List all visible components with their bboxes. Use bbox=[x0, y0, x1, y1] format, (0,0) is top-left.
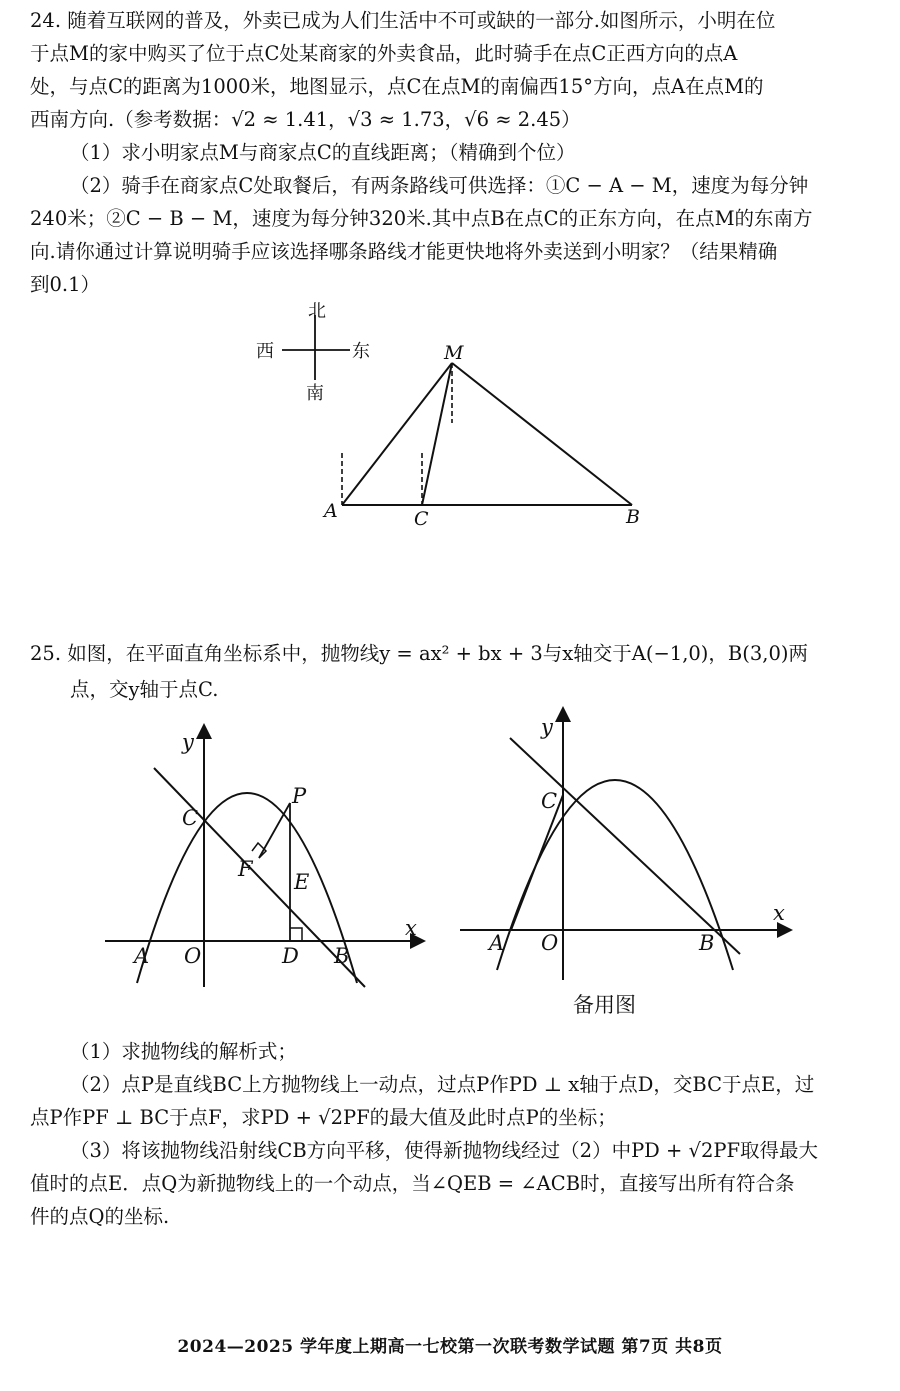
label-A: A bbox=[134, 944, 150, 968]
segment-MC bbox=[422, 363, 452, 505]
q24-line: 向.请你通过计算说明骑手应该选择哪条路线才能更快地将外卖送到小明家？（结果精确 bbox=[30, 240, 778, 263]
q25-line: 值时的点E．点Q为新抛物线上的一个动点，当∠QEB = ∠ACB时，直接写出所有符合条 bbox=[30, 1172, 795, 1195]
label-E: E bbox=[294, 870, 310, 894]
q25-line: 点P作PF ⊥ BC于点F，求PD + √2PF的最大值及此时点P的坐标； bbox=[30, 1106, 617, 1129]
label-B: B bbox=[334, 944, 350, 968]
label-y: y bbox=[541, 715, 553, 739]
q24-figure bbox=[240, 295, 660, 535]
label-F: F bbox=[238, 857, 253, 881]
label-C: C bbox=[414, 508, 429, 530]
q25-subquestion-2: （2）点P是直线BC上方抛物线上一动点，过点P作PD ⊥ x轴于点D，交BC于点E，过 bbox=[70, 1073, 815, 1096]
right-angle-D bbox=[290, 928, 302, 941]
q24-line: 西南方向.（参考数据：√2 ≈ 1.41，√3 ≈ 1.73，√6 ≈ 2.45） bbox=[30, 108, 581, 131]
question-25-text bbox=[30, 636, 880, 708]
label-P: P bbox=[292, 784, 307, 808]
segment-MA bbox=[342, 363, 452, 505]
q25-line: 25. 如图，在平面直角坐标系中，抛物线y = ax² + bx + 3与x轴交于A(−1,0)，B(3,0)两 bbox=[30, 642, 808, 665]
segment-MB bbox=[452, 363, 632, 505]
q24-subquestion-2: （2）骑手在商家点C处取餐后，有两条路线可供选择：①C − A − M，速度为每分钟 bbox=[70, 174, 809, 197]
q25-subquestions bbox=[30, 1035, 880, 1233]
label-B: B bbox=[699, 931, 715, 955]
label-x: x bbox=[773, 901, 785, 925]
compass-north: 北 bbox=[308, 301, 326, 322]
q25-figure-main bbox=[100, 725, 430, 995]
parabola bbox=[137, 793, 357, 983]
q24-subquestion-1: （1）求小明家点M与商家点C的直线距离；（精确到个位） bbox=[70, 141, 576, 164]
caption-spare-figure: 备用图 bbox=[573, 993, 636, 1017]
label-O: O bbox=[541, 931, 559, 955]
label-D: D bbox=[282, 944, 299, 968]
q24-line: 处，与点C的距离为1000米，地图显示，点C在点M的南偏西15°方向，点A在点M的 bbox=[30, 75, 764, 98]
q24-line: 于点M的家中购买了位于点C处某商家的外卖食品，此时骑手在点C正西方向的点A bbox=[30, 42, 738, 65]
label-x: x bbox=[405, 916, 417, 940]
label-C: C bbox=[182, 806, 199, 830]
label-C: C bbox=[541, 789, 558, 813]
q25-subquestion-1: （1）求抛物线的解析式； bbox=[70, 1040, 297, 1063]
q25-line: 点，交y轴于点C. bbox=[70, 678, 219, 701]
compass-icon bbox=[282, 315, 350, 380]
q25-line: 件的点Q的坐标. bbox=[30, 1205, 170, 1228]
label-y: y bbox=[182, 730, 194, 754]
q25-subquestion-3: （3）将该抛物线沿射线CB方向平移，使得新抛物线经过（2）中PD + √2PF取得最大 bbox=[70, 1139, 819, 1162]
label-M: M bbox=[444, 342, 464, 364]
compass-west: 西 bbox=[256, 341, 274, 362]
page-footer: 2024—2025 学年度上期高一七校第一次联考数学试题 第7页 共8页 bbox=[177, 1337, 723, 1357]
compass-east: 东 bbox=[352, 341, 370, 362]
segment-AC bbox=[511, 795, 563, 930]
segment-PF bbox=[259, 803, 290, 858]
q25-figure-spare bbox=[455, 708, 795, 1028]
label-A: A bbox=[489, 931, 505, 955]
q24-line: 240米；②C − B − M，速度为每分钟320米.其中点B在点C的正东方向，在点M的东南方 bbox=[30, 207, 813, 230]
compass-south: 南 bbox=[306, 383, 324, 404]
q24-line: 到0.1） bbox=[30, 273, 101, 296]
label-O: O bbox=[184, 944, 202, 968]
label-B: B bbox=[626, 506, 640, 528]
q24-line: 24. 随着互联网的普及，外卖已成为人们生活中不可或缺的一部分.如图所示，小明在位 bbox=[30, 9, 776, 32]
question-24-text bbox=[30, 4, 880, 301]
label-A: A bbox=[324, 500, 338, 522]
